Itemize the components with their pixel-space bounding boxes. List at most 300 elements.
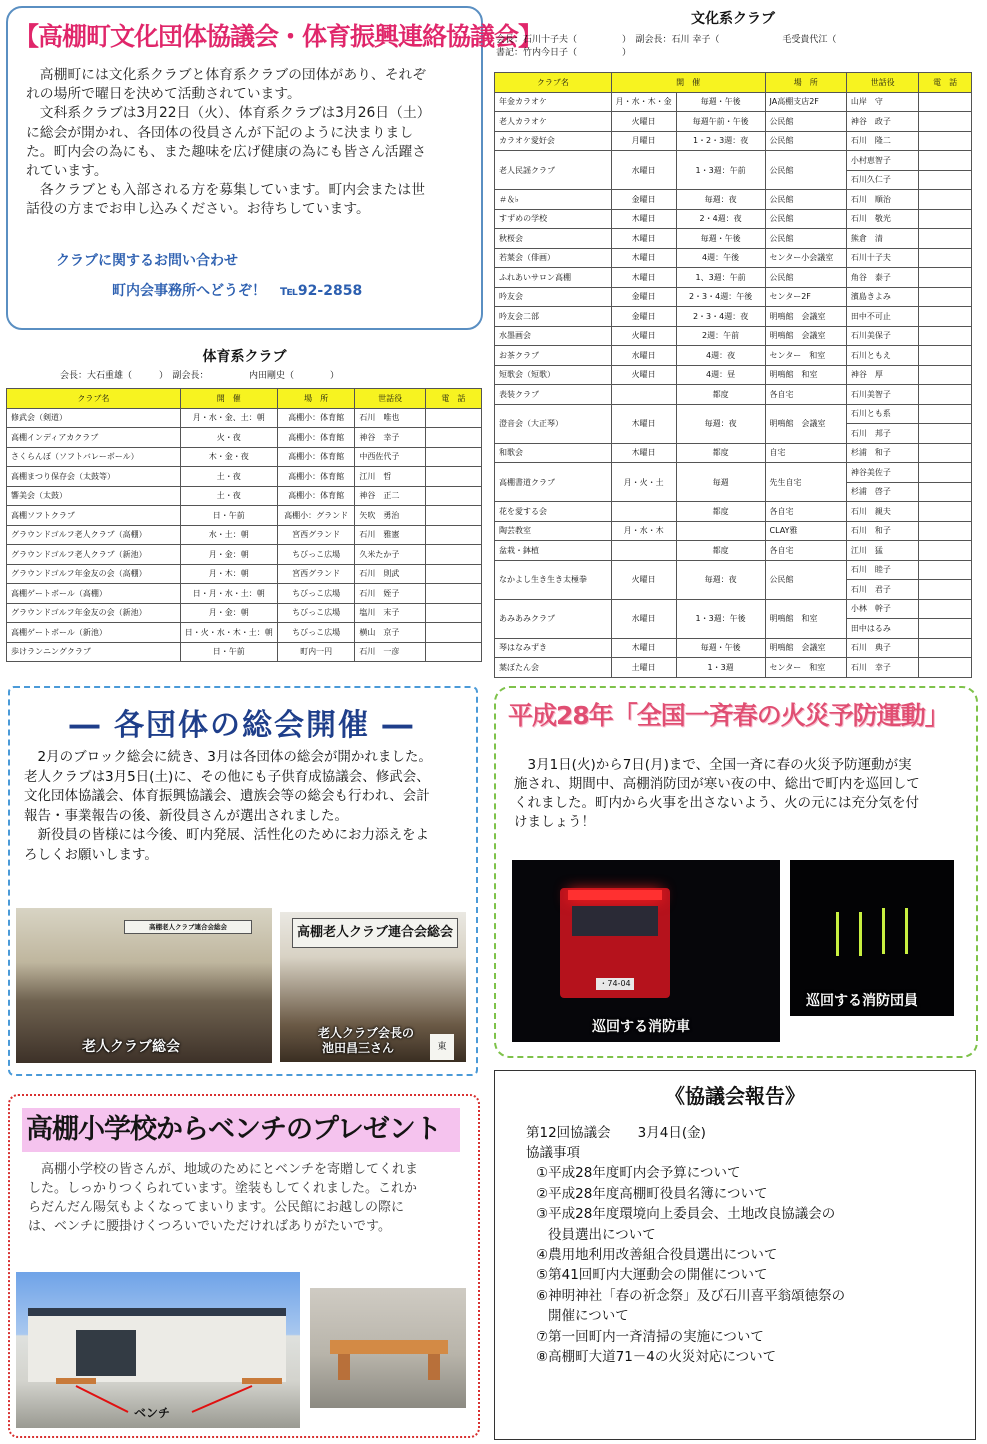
phone-cell	[919, 151, 972, 171]
table-cell: 高棚インディアカクラブ	[7, 428, 181, 448]
agm-title: ― 各団体の総会開催 ―	[69, 708, 415, 743]
table-row	[495, 268, 972, 288]
phone-cell	[919, 170, 972, 190]
table-cell: 2・3・4週：午後	[676, 287, 765, 307]
table-cell: 盆栽・鉢植	[495, 541, 612, 561]
phone-cell	[919, 580, 972, 600]
table-cell: 葉ぼたん会	[495, 658, 612, 678]
table-cell: 水曜日	[611, 346, 676, 366]
table-cell: 2・3・4週：夜	[676, 307, 765, 327]
table-row	[495, 248, 972, 268]
warning-light	[568, 890, 662, 900]
intro-paragraph: 各クラブとも入部される方を募集しています。町内会または世話役の方までお申し込みください。お待ちしています。	[26, 182, 426, 218]
windshield	[572, 906, 658, 936]
phone-cell	[919, 424, 972, 444]
table-cell: 毎週・午後	[676, 92, 765, 112]
table-cell: 年金カラオケ	[495, 92, 612, 112]
table-cell: 木曜日	[611, 443, 676, 463]
table-cell: ちびっこ広場	[277, 584, 355, 604]
culture-officers	[496, 34, 974, 60]
table-row	[7, 428, 482, 448]
phone-cell	[919, 190, 972, 210]
table-cell: お茶クラブ	[495, 346, 612, 366]
table-cell: 神谷 幸子	[355, 428, 425, 448]
phone-cell	[919, 268, 972, 288]
report-item: 協議事項	[526, 1145, 580, 1161]
table-cell: 石川 隆二	[846, 131, 918, 151]
table-cell: 月・木：朝	[180, 564, 277, 584]
table-cell: 水曜日	[611, 151, 676, 190]
table-cell: 高棚ゲートボール（高棚）	[7, 584, 181, 604]
table-row	[7, 584, 482, 604]
table-cell: 日・月・水・土：朝	[180, 584, 277, 604]
table-row	[7, 525, 482, 545]
table-cell: 山岸 守	[846, 92, 918, 112]
table-cell: 都度	[676, 385, 765, 405]
table-cell: 町内一円	[277, 642, 355, 662]
table-row	[495, 131, 972, 151]
table-cell: 石川 順治	[846, 190, 918, 210]
table-cell: 澄音会（大正琴）	[495, 404, 612, 443]
phone-cell	[919, 463, 972, 483]
table-cell: 公民館	[765, 131, 846, 151]
table-row	[7, 467, 482, 487]
phone-cell	[919, 287, 972, 307]
table-row	[495, 112, 972, 132]
report-item: ③平成28年度環境向上委員会、土地改良協議会の	[536, 1206, 836, 1223]
table-cell: 石川 典子	[846, 638, 918, 658]
column-header: クラブ名	[495, 73, 612, 93]
table-cell: 石川 唯也	[355, 408, 425, 428]
bench-seat	[330, 1340, 448, 1354]
table-cell: 高棚小：グランド	[277, 506, 355, 526]
table-cell: 1・2・3週：夜	[676, 131, 765, 151]
table-cell: 熊倉 清	[846, 229, 918, 249]
culture-table-title: 文化系クラブ	[691, 11, 775, 27]
table-cell: 角谷 泰子	[846, 268, 918, 288]
phone-cell	[919, 521, 972, 541]
table-cell: センター 和室	[765, 346, 846, 366]
photo-banner: 高棚老人クラブ連合会総会	[124, 920, 252, 934]
fire-body	[514, 756, 924, 832]
table-cell: 4週：夜	[676, 346, 765, 366]
table-cell: 月・水・金、土：朝	[180, 408, 277, 428]
table-cell: 石川 雅憲	[355, 525, 425, 545]
table-cell: 杉浦 和子	[846, 443, 918, 463]
table-row	[495, 151, 972, 171]
table-row	[495, 92, 972, 112]
table-cell: 江川 哲	[355, 467, 425, 487]
table-row	[495, 365, 972, 385]
table-cell	[611, 541, 676, 561]
table-cell: 毎週：夜	[676, 404, 765, 443]
table-cell: 明鳴館 会議室	[765, 638, 846, 658]
phone-cell	[919, 502, 972, 522]
table-cell: 各自宅	[765, 385, 846, 405]
table-cell: 毎週・午後	[676, 229, 765, 249]
table-cell: 石川 邦子	[846, 424, 918, 444]
table-cell: 1・3週	[676, 658, 765, 678]
table-row	[7, 408, 482, 428]
table-cell: 宮西グランド	[277, 564, 355, 584]
table-cell: 火曜日	[611, 365, 676, 385]
table-cell: さくらんぼ（ソフトバレーボール）	[7, 447, 181, 467]
table-cell: 先生自宅	[765, 463, 846, 502]
photo-banner: 高棚老人クラブ連合会総会	[292, 918, 458, 948]
table-cell: 土・夜	[180, 467, 277, 487]
table-cell: ちびっこ広場	[277, 623, 355, 643]
table-row	[495, 307, 972, 327]
table-cell: 修武会（剣道）	[7, 408, 181, 428]
table-row	[495, 521, 972, 541]
table-cell: 公民館	[765, 268, 846, 288]
table-row	[7, 564, 482, 584]
phone-cell	[919, 346, 972, 366]
table-cell	[425, 603, 481, 623]
table-row	[495, 599, 972, 619]
phone-cell	[919, 482, 972, 502]
table-cell: 田中不可止	[846, 307, 918, 327]
phone-cell	[919, 638, 972, 658]
table-row	[7, 642, 482, 662]
fire-truck-photo	[512, 860, 780, 1042]
table-cell: 自宅	[765, 443, 846, 463]
table-cell: 都度	[676, 502, 765, 522]
table-cell: 明鳴館 会議室	[765, 404, 846, 443]
table-row	[495, 560, 972, 580]
table-cell: 江川 猛	[846, 541, 918, 561]
table-row	[495, 443, 972, 463]
table-row	[495, 287, 972, 307]
table-cell: 木・金・夜	[180, 447, 277, 467]
bench-leg	[338, 1354, 350, 1380]
table-cell: 高棚まつり保存会（太鼓等）	[7, 467, 181, 487]
table-cell	[425, 467, 481, 487]
table-cell: 神谷 厚	[846, 365, 918, 385]
phone-cell	[919, 404, 972, 424]
table-cell: 木曜日	[611, 229, 676, 249]
table-cell: 火・夜	[180, 428, 277, 448]
table-cell: 高棚小：体育館	[277, 467, 355, 487]
table-cell: 土・夜	[180, 486, 277, 506]
table-cell: 明鳴館 会議室	[765, 326, 846, 346]
table-cell: 濱島きよみ	[846, 287, 918, 307]
table-cell: 4週：昼	[676, 365, 765, 385]
table-cell: 月曜日	[611, 131, 676, 151]
table-cell: グラウンドゴルフ年金友の会（新池）	[7, 603, 181, 623]
bench-paragraph: 高棚小学校の皆さんが、地域のためにとベンチを寄贈してくれました。しっかりつくられています。塗装もしてくれました。これからだんだん陽気もよくなってまいります。公民館にお越しの際には、ベンチに腰掛けくつろいでいただければありがたいです。	[28, 1162, 419, 1234]
column-header: 場 所	[277, 389, 355, 409]
phone-cell	[919, 443, 972, 463]
column-header: 開 催	[611, 73, 765, 93]
table-cell: ＃＆♭	[495, 190, 612, 210]
intro-paragraph: 文科系クラブは3月22日（火）、体育系クラブは3月26日（土）に総会が開かれ、各団体の役員さんが下記のように決まりました。町内会の為にも、また趣味を広げ健康の為にも皆さん活躍されています。	[26, 105, 431, 180]
sports-club-table	[6, 388, 482, 662]
table-cell: 高棚小：体育館	[277, 408, 355, 428]
bench-body	[28, 1160, 428, 1236]
table-cell: 琴はなみずき	[495, 638, 612, 658]
table-cell: 矢吹 勇治	[355, 506, 425, 526]
table-cell: 老人カラオケ	[495, 112, 612, 132]
community-hall-photo	[16, 1272, 300, 1428]
table-cell: 2・4週：夜	[676, 209, 765, 229]
contact-line: 町内会事務所へどうぞ！ ℡92-2858	[112, 283, 363, 299]
phone-cell	[919, 248, 972, 268]
table-cell: 高棚小：体育館	[277, 486, 355, 506]
table-cell: 火曜日	[611, 112, 676, 132]
table-cell: 毎週：夜	[676, 190, 765, 210]
table-cell: 短歌会（短歌）	[495, 365, 612, 385]
table-row	[7, 545, 482, 565]
table-cell: 吟友会二部	[495, 307, 612, 327]
table-cell: 石川久仁子	[846, 170, 918, 190]
phone-cell	[919, 599, 972, 619]
table-cell: 月・金：朝	[180, 603, 277, 623]
table-cell: グラウンドゴルフ老人クラブ（新池）	[7, 545, 181, 565]
column-header: 世話役	[846, 73, 918, 93]
table-cell	[425, 408, 481, 428]
table-row	[7, 603, 482, 623]
table-cell: 高棚小：体育館	[277, 428, 355, 448]
table-cell: 若葉会（俳画）	[495, 248, 612, 268]
table-cell: センター小会議室	[765, 248, 846, 268]
table-cell: 花を愛する会	[495, 502, 612, 522]
table-cell: グラウンドゴルフ年金友の会（高棚）	[7, 564, 181, 584]
column-header: 電 話	[425, 389, 481, 409]
photo-caption-line: 池田昌三さん	[322, 1041, 395, 1055]
intro-body	[26, 66, 436, 220]
report-item: 開催について	[548, 1308, 629, 1325]
table-cell	[611, 502, 676, 522]
table-cell: 公民館	[765, 151, 846, 190]
table-cell: 石川 一彦	[355, 642, 425, 662]
table-cell: 和歌会	[495, 443, 612, 463]
table-cell: 水・土：朝	[180, 525, 277, 545]
table-cell: 高棚小：体育館	[277, 447, 355, 467]
culture-officers-line: 会長：石川十子夫（ ） 副会長：石川 幸子（ 毛受貴代江（	[496, 35, 837, 45]
table-cell: 石川とも系	[846, 404, 918, 424]
table-cell: 月・水・木・金	[611, 92, 676, 112]
table-cell: 2週：午前	[676, 326, 765, 346]
report-meeting: 第12回協議会 3月4日(金)	[526, 1125, 706, 1141]
table-cell: すずめの学校	[495, 209, 612, 229]
table-cell: グラウンドゴルフ老人クラブ（高棚）	[7, 525, 181, 545]
table-cell	[425, 545, 481, 565]
phone-cell	[919, 92, 972, 112]
table-cell: 石川 則武	[355, 564, 425, 584]
contact-line: クラブに関するお問い合わせ	[56, 253, 238, 269]
table-cell: 小林 幹子	[846, 599, 918, 619]
table-cell: 表装クラブ	[495, 385, 612, 405]
table-cell: 日・火・水・木・土：朝	[180, 623, 277, 643]
table-cell: 高棚ソフトクラブ	[7, 506, 181, 526]
column-header: 世話役	[355, 389, 425, 409]
report-item: ①平成28年度町内会予算について	[536, 1165, 741, 1182]
phone-cell	[919, 112, 972, 132]
table-cell: 金曜日	[611, 307, 676, 327]
table-cell: 神谷美佐子	[846, 463, 918, 483]
phone-cell	[919, 560, 972, 580]
table-cell: 陶芸教室	[495, 521, 612, 541]
table-cell: 公民館	[765, 229, 846, 249]
table-cell: 横山 京子	[355, 623, 425, 643]
table-cell: ちびっこ広場	[277, 603, 355, 623]
agm-body	[24, 748, 434, 865]
table-cell: 公民館	[765, 112, 846, 132]
license-plate: ・74-04	[596, 978, 634, 990]
table-cell: 明鳴館 和室	[765, 365, 846, 385]
column-header: 場 所	[765, 73, 846, 93]
table-cell: 水曜日	[611, 599, 676, 638]
table-cell: ちびっこ広場	[277, 545, 355, 565]
table-cell	[425, 506, 481, 526]
table-cell: 石川 睦子	[846, 560, 918, 580]
table-cell: 神谷 正二	[355, 486, 425, 506]
culture-club-table	[494, 72, 972, 678]
table-cell	[611, 385, 676, 405]
table-row	[495, 638, 972, 658]
report-item: ⑤第41回町内大運動会の開催について	[536, 1267, 768, 1284]
intro-contact	[56, 246, 436, 306]
table-cell: 1・3週：午前	[676, 151, 765, 190]
table-cell: 公民館	[765, 560, 846, 599]
table-cell: 明鳴館 会議室	[765, 307, 846, 327]
column-header: 開 催	[180, 389, 277, 409]
table-cell: あみあみクラブ	[495, 599, 612, 638]
table-cell: ふれあいサロン高棚	[495, 268, 612, 288]
table-cell: 日・午前	[180, 642, 277, 662]
table-cell: 田中はるみ	[846, 619, 918, 639]
table-cell	[425, 623, 481, 643]
table-row	[495, 404, 972, 424]
table-cell: 水墨画会	[495, 326, 612, 346]
table-cell: 1、3週：午前	[676, 268, 765, 288]
table-row	[7, 447, 482, 467]
column-header: 電 話	[919, 73, 972, 93]
column-header: クラブ名	[7, 389, 181, 409]
table-row	[495, 541, 972, 561]
table-cell: 中西佐代子	[355, 447, 425, 467]
table-row	[7, 486, 482, 506]
fire-paragraph: 3月1日(火)から7日(月)まで、全国一斉に春の火災予防運動が実施され、期間中、高棚消防団が寒い夜の中、総出で町内を巡回してくれました。町内から火事を出さないよう、火の元には充分気を付けましょう！	[514, 757, 920, 830]
bench-leg	[428, 1354, 440, 1380]
table-cell: 火曜日	[611, 326, 676, 346]
table-row	[495, 658, 972, 678]
table-cell: 都度	[676, 541, 765, 561]
table-row	[495, 209, 972, 229]
table-cell: 石川 姪子	[355, 584, 425, 604]
table-row	[7, 623, 482, 643]
table-cell: 毎週・午後	[676, 638, 765, 658]
fire-title: 平成28年「全国一斉春の火災予防運動」	[508, 701, 949, 730]
table-cell: 吟友会	[495, 287, 612, 307]
table-cell: 木曜日	[611, 638, 676, 658]
table-cell: 石川 親夫	[846, 502, 918, 522]
table-cell	[425, 584, 481, 604]
phone-cell	[919, 365, 972, 385]
table-cell: 響美会（太鼓）	[7, 486, 181, 506]
table-cell: 金曜日	[611, 190, 676, 210]
table-cell: 杉浦 啓子	[846, 482, 918, 502]
table-cell: 毎週：夜	[676, 560, 765, 599]
table-cell: 木曜日	[611, 248, 676, 268]
table-cell: 明鳴館 和室	[765, 599, 846, 638]
table-cell: 土曜日	[611, 658, 676, 678]
table-cell: 4週：午後	[676, 248, 765, 268]
table-cell: 歩けランニングクラブ	[7, 642, 181, 662]
table-cell: 秋桜会	[495, 229, 612, 249]
table-cell: 公民館	[765, 209, 846, 229]
photo-caption	[318, 1026, 414, 1056]
bench-label: ベンチ	[134, 1406, 171, 1420]
table-cell: 月・水・木	[611, 521, 676, 541]
phone-cell	[919, 541, 972, 561]
table-cell: 月・金：朝	[180, 545, 277, 565]
bench-closeup-photo	[310, 1288, 466, 1408]
table-cell: 都度	[676, 443, 765, 463]
table-cell: 老人民謡クラブ	[495, 151, 612, 190]
table-cell: 小村恵智子	[846, 151, 918, 171]
table-cell: 高棚書道クラブ	[495, 463, 612, 502]
table-cell	[425, 642, 481, 662]
table-cell: 毎週午前・午後	[676, 112, 765, 132]
table-cell: 1・3週：午後	[676, 599, 765, 638]
table-cell	[425, 428, 481, 448]
table-cell: 久米たか子	[355, 545, 425, 565]
table-cell: 石川 和子	[846, 521, 918, 541]
table-cell: 公民館	[765, 190, 846, 210]
photo-caption: 老人クラブ総会	[82, 1039, 180, 1055]
culture-officers-line: 書記：竹内今日子（ ）	[496, 48, 632, 58]
table-row	[495, 346, 972, 366]
table-cell: 木曜日	[611, 209, 676, 229]
table-row	[495, 229, 972, 249]
table-cell: CLAY雅	[765, 521, 846, 541]
table-cell: 石川美智子	[846, 385, 918, 405]
table-cell: 日・午前	[180, 506, 277, 526]
phone-cell	[919, 619, 972, 639]
table-cell: 毎週	[676, 463, 765, 502]
phone-cell	[919, 307, 972, 327]
agm-paragraph: 2月のブロック総会に続き、3月は各団体の総会が開かれました。老人クラブは3月5日(土)に、その他にも子供育成協議会、修武会、文化団体協議会、体育振興協議会、遺族会等の総会も行われ、会計報告・事業報告の後、新役員さんが選出されました。	[24, 749, 432, 824]
table-cell: 神谷 政子	[846, 112, 918, 132]
table-cell: 金曜日	[611, 287, 676, 307]
report-item: ②平成28年度高棚町役員名簿について	[536, 1185, 768, 1202]
table-cell: なかよし生き生き太極拳	[495, 560, 612, 599]
table-cell: センター 和室	[765, 658, 846, 678]
phone-cell	[919, 131, 972, 151]
report-item: ⑥神明神社「春の祈念祭」及び石川喜平翁頌徳祭の	[536, 1287, 846, 1304]
table-cell: 石川ともえ	[846, 346, 918, 366]
phone-cell	[919, 658, 972, 678]
agm-speaker-photo	[280, 912, 466, 1062]
table-cell: 月・火・土	[611, 463, 676, 502]
table-row	[7, 506, 482, 526]
report-item: ⑦第一回町内一斉清掃の実施について	[536, 1328, 764, 1345]
phone-cell	[919, 326, 972, 346]
photo-caption: 巡回する消防車	[592, 1019, 690, 1035]
agm-paragraph: 新役員の皆様には今後、町内発展、活性化のためにお力添えをよろしくお願いします。	[24, 827, 429, 863]
table-row	[495, 326, 972, 346]
reflective-vest	[882, 908, 908, 954]
table-cell: 石川十子夫	[846, 248, 918, 268]
bench-title: 高棚小学校からベンチのプレゼント	[22, 1108, 460, 1152]
table-cell: 宮西グランド	[277, 525, 355, 545]
table-cell: 石川 君子	[846, 580, 918, 600]
report-item-list	[526, 1143, 946, 1367]
table-row	[495, 190, 972, 210]
table-cell: 塩川 末子	[355, 603, 425, 623]
